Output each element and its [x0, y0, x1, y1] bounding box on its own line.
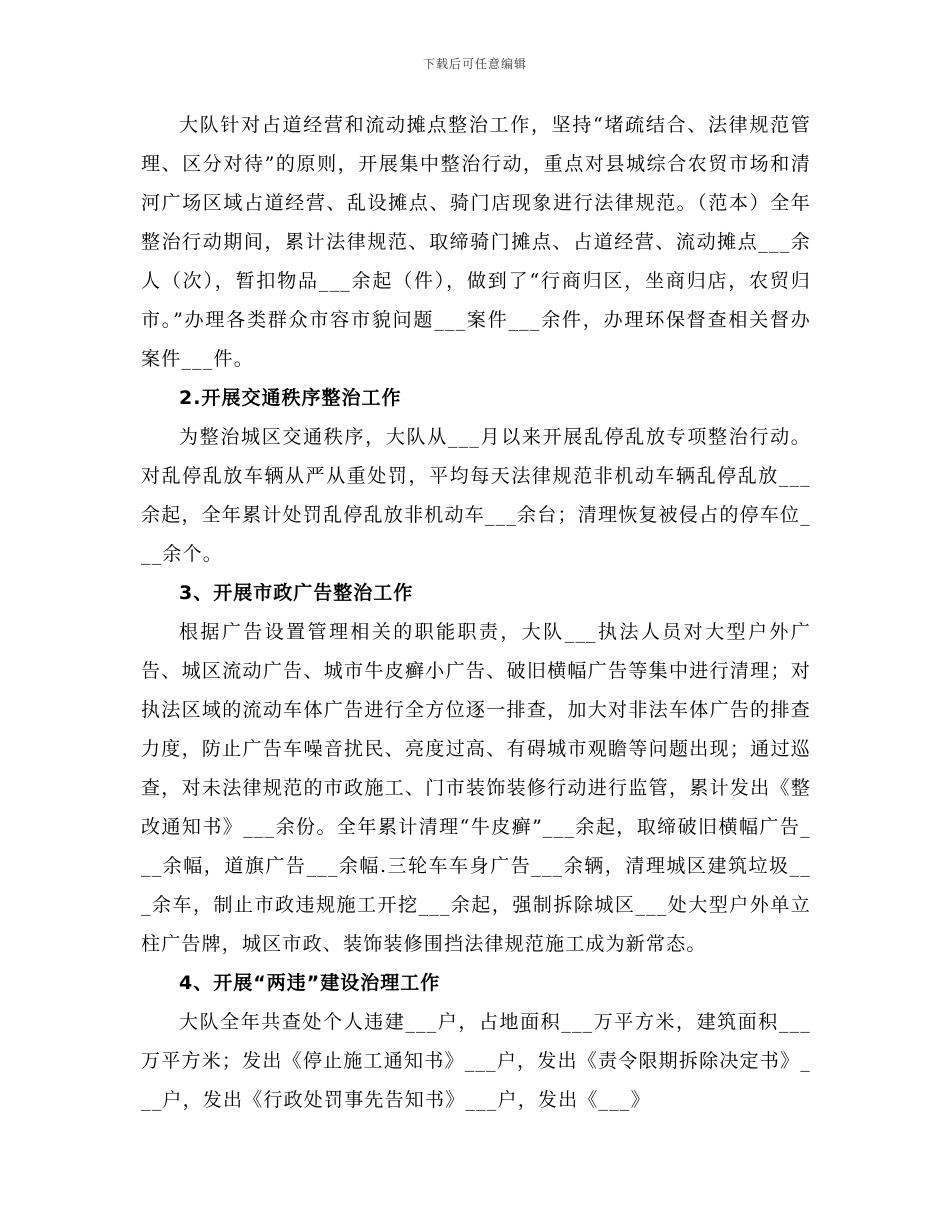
header-note: 下载后可任意编辑: [422, 57, 527, 71]
heading-traffic-order: 2.开展交通秩序整治工作: [179, 387, 402, 409]
paragraph-street-vendor-rectification: 大队针对占道经营和流动摊点整治工作，坚持“堵疏结合、法律规范管理、区分对待”的原则，开展集中整治行动，重点对县城综合农贸市场和清河广场区域占道经营、乱设摊点、骑门店现象进行法律规范。（范本）全年整治行动期间，累计法律规范、取缔骑门摊点、占道经营、流动摊点___余人（次），暂扣物品___余起（件），做到了“行商归区，坐商归店，农贸归市。”办理各类群众市容市貌问题___案件___余件，办理环保督查相关督办案件___件。: [141, 114, 811, 370]
paragraph-illegal-construction: 大队全年共查处个人违建___户，占地面积___万平方米，建筑面积___万平方米；发出《停止施工通知书》___户，发出《责令限期拆除决定书》___户，发出《行政处罚事先告知书》___户，发出《___》: [141, 1011, 811, 1111]
heading-municipal-advertising: 3、开展市政广告整治工作: [179, 582, 414, 604]
heading-illegal-construction: 4、开展“两违”建设治理工作: [179, 972, 441, 994]
paragraph-traffic-order: 为整治城区交通秩序，大队从___月以来开展乱停乱放专项整治行动。对乱停乱放车辆从严从重处罚，平均每天法律规范非机动车辆乱停乱放___余起，全年累计处罚乱停乱放非机动车___余台；清理恢复被侵占的停车位___余个。: [141, 426, 811, 565]
paragraph-municipal-advertising: 根据广告设置管理相关的职能职责，大队___执法人员对大型户外广告、城区流动广告、城市牛皮癣小广告、破旧横幅广告等集中进行清理；对执法区域的流动车体广告进行全方位逐一排查，加大对非法车体广告的排查力度，防止广告车噪音扰民、亮度过高、有碍城市观瞻等问题出现；通过巡查，对未法律规范的市政施工、门市装饰装修行动进行监管，累计发出《整改通知书》___余份。全年累计清理“牛皮癣”___余起，取缔破旧横幅广告___余幅，道旗广告___余幅.三轮车车身广告___余辆，清理城区建筑垃圾___余车，制止市政违规施工开挖___余起，强制拆除城区___处大型户外单立柱广告牌，城区市政、装饰装修围挡法律规范施工成为新常态。: [141, 621, 811, 955]
document-body: [141, 106, 811, 1120]
